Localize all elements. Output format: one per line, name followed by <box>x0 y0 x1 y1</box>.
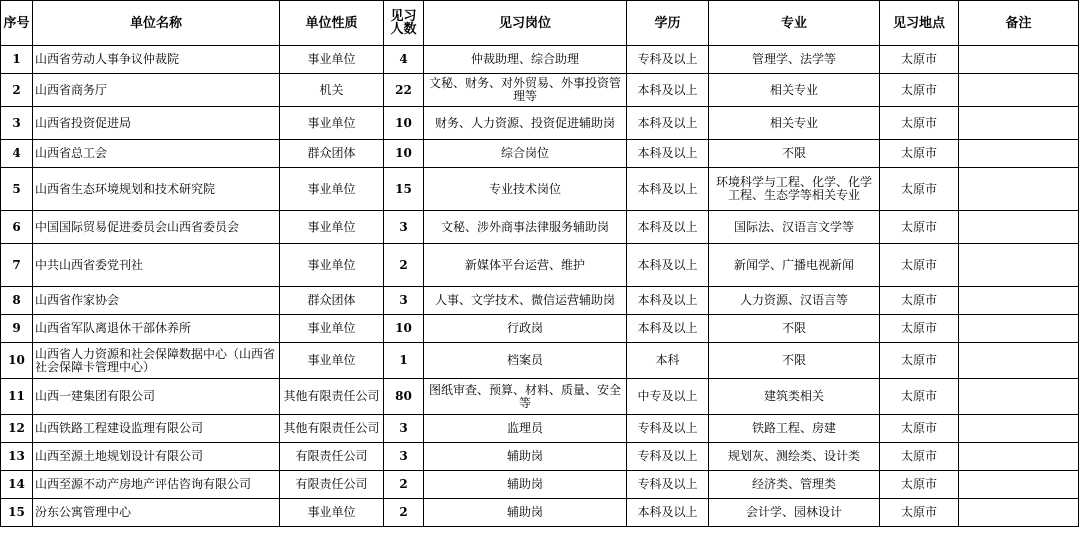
table-row <box>1 415 1079 443</box>
cell-post: 档案员 <box>424 343 627 379</box>
cell-no: 5 <box>1 168 33 211</box>
cell-no: 15 <box>1 499 33 527</box>
cell-major: 规划灰、测绘类、设计类 <box>709 443 880 471</box>
table-row <box>1 443 1079 471</box>
table-row <box>1 471 1079 499</box>
cell-place: 太原市 <box>880 107 959 140</box>
cell-edu: 本科及以上 <box>627 244 709 287</box>
cell-post: 辅助岗 <box>424 443 627 471</box>
cell-place: 太原市 <box>880 46 959 74</box>
cell-note <box>959 74 1079 107</box>
cell-name: 山西省商务厅 <box>33 74 280 107</box>
cell-count: 4 <box>384 46 424 74</box>
cell-post: 监理员 <box>424 415 627 443</box>
cell-type: 有限责任公司 <box>280 443 384 471</box>
cell-no: 10 <box>1 343 33 379</box>
header-type: 单位性质 <box>280 1 384 46</box>
header-no: 序号 <box>1 1 33 46</box>
cell-note <box>959 107 1079 140</box>
cell-edu: 本科及以上 <box>627 140 709 168</box>
cell-major: 相关专业 <box>709 74 880 107</box>
cell-note <box>959 244 1079 287</box>
cell-edu: 本科及以上 <box>627 211 709 244</box>
cell-count: 15 <box>384 168 424 211</box>
cell-place: 太原市 <box>880 343 959 379</box>
cell-note <box>959 46 1079 74</box>
cell-edu: 中专及以上 <box>627 379 709 415</box>
cell-place: 太原市 <box>880 315 959 343</box>
cell-post: 综合岗位 <box>424 140 627 168</box>
cell-note <box>959 168 1079 211</box>
cell-no: 1 <box>1 46 33 74</box>
cell-name: 中共山西省委党刊社 <box>33 244 280 287</box>
cell-type: 群众团体 <box>280 287 384 315</box>
cell-name: 山西省投资促进局 <box>33 107 280 140</box>
cell-post: 仲裁助理、综合助理 <box>424 46 627 74</box>
cell-edu: 专科及以上 <box>627 471 709 499</box>
cell-count: 80 <box>384 379 424 415</box>
cell-type: 其他有限责任公司 <box>280 415 384 443</box>
cell-count: 3 <box>384 443 424 471</box>
header-edu: 学历 <box>627 1 709 46</box>
cell-post: 辅助岗 <box>424 499 627 527</box>
cell-place: 太原市 <box>880 415 959 443</box>
table-row <box>1 499 1079 527</box>
cell-no: 13 <box>1 443 33 471</box>
table-row <box>1 211 1079 244</box>
cell-major: 国际法、汉语言文学等 <box>709 211 880 244</box>
cell-major: 环境科学与工程、化学、化学工程、生态学等相关专业 <box>709 168 880 211</box>
cell-note <box>959 140 1079 168</box>
cell-no: 11 <box>1 379 33 415</box>
cell-post: 辅助岗 <box>424 471 627 499</box>
cell-no: 12 <box>1 415 33 443</box>
cell-count: 2 <box>384 499 424 527</box>
cell-count: 2 <box>384 244 424 287</box>
cell-note <box>959 211 1079 244</box>
cell-type: 机关 <box>280 74 384 107</box>
cell-place: 太原市 <box>880 211 959 244</box>
header-count: 见习人数 <box>384 1 424 46</box>
header-row <box>1 1 1079 46</box>
cell-name: 山西省作家协会 <box>33 287 280 315</box>
cell-place: 太原市 <box>880 140 959 168</box>
cell-type: 事业单位 <box>280 107 384 140</box>
cell-major: 会计学、园林设计 <box>709 499 880 527</box>
cell-place: 太原市 <box>880 471 959 499</box>
cell-edu: 专科及以上 <box>627 415 709 443</box>
cell-name: 山西至源土地规划设计有限公司 <box>33 443 280 471</box>
cell-edu: 本科及以上 <box>627 499 709 527</box>
cell-note <box>959 343 1079 379</box>
table-row <box>1 74 1079 107</box>
cell-edu: 本科及以上 <box>627 287 709 315</box>
cell-name: 山西省军队离退休干部休养所 <box>33 315 280 343</box>
header-name: 单位名称 <box>33 1 280 46</box>
cell-no: 4 <box>1 140 33 168</box>
cell-place: 太原市 <box>880 499 959 527</box>
cell-major: 新闻学、广播电视新闻 <box>709 244 880 287</box>
cell-type: 事业单位 <box>280 315 384 343</box>
table-row <box>1 379 1079 415</box>
cell-major: 相关专业 <box>709 107 880 140</box>
cell-major: 建筑类相关 <box>709 379 880 415</box>
cell-note <box>959 443 1079 471</box>
cell-note <box>959 471 1079 499</box>
cell-edu: 专科及以上 <box>627 46 709 74</box>
cell-count: 3 <box>384 415 424 443</box>
cell-no: 3 <box>1 107 33 140</box>
cell-type: 事业单位 <box>280 46 384 74</box>
cell-count: 2 <box>384 471 424 499</box>
cell-major: 不限 <box>709 315 880 343</box>
cell-note <box>959 499 1079 527</box>
cell-place: 太原市 <box>880 379 959 415</box>
header-note: 备注 <box>959 1 1079 46</box>
cell-name: 山西省生态环境规划和技术研究院 <box>33 168 280 211</box>
cell-note <box>959 379 1079 415</box>
cell-post: 财务、人力资源、投资促进辅助岗 <box>424 107 627 140</box>
cell-post: 文秘、涉外商事法律服务辅助岗 <box>424 211 627 244</box>
cell-post: 行政岗 <box>424 315 627 343</box>
cell-place: 太原市 <box>880 168 959 211</box>
cell-note <box>959 287 1079 315</box>
cell-count: 22 <box>384 74 424 107</box>
cell-name: 山西铁路工程建设监理有限公司 <box>33 415 280 443</box>
cell-major: 管理学、法学等 <box>709 46 880 74</box>
cell-name: 汾东公寓管理中心 <box>33 499 280 527</box>
cell-post: 人事、文学技术、微信运营辅助岗 <box>424 287 627 315</box>
cell-no: 2 <box>1 74 33 107</box>
cell-count: 3 <box>384 211 424 244</box>
cell-count: 10 <box>384 315 424 343</box>
cell-major: 不限 <box>709 140 880 168</box>
header-major: 专业 <box>709 1 880 46</box>
cell-name: 山西省总工会 <box>33 140 280 168</box>
table-row <box>1 140 1079 168</box>
table-row <box>1 244 1079 287</box>
cell-no: 9 <box>1 315 33 343</box>
cell-type: 事业单位 <box>280 499 384 527</box>
cell-post: 图纸审查、预算、材料、质量、安全等 <box>424 379 627 415</box>
cell-edu: 本科及以上 <box>627 74 709 107</box>
cell-no: 6 <box>1 211 33 244</box>
cell-count: 1 <box>384 343 424 379</box>
cell-type: 群众团体 <box>280 140 384 168</box>
cell-type: 事业单位 <box>280 211 384 244</box>
cell-edu: 本科及以上 <box>627 315 709 343</box>
cell-post: 文秘、财务、对外贸易、外事投资管理等 <box>424 74 627 107</box>
cell-type: 事业单位 <box>280 343 384 379</box>
table-row <box>1 46 1079 74</box>
cell-post: 专业技术岗位 <box>424 168 627 211</box>
cell-post: 新媒体平台运营、维护 <box>424 244 627 287</box>
cell-edu: 专科及以上 <box>627 443 709 471</box>
cell-place: 太原市 <box>880 287 959 315</box>
cell-no: 14 <box>1 471 33 499</box>
cell-type: 事业单位 <box>280 168 384 211</box>
cell-count: 10 <box>384 107 424 140</box>
cell-edu: 本科及以上 <box>627 168 709 211</box>
cell-note <box>959 315 1079 343</box>
cell-major: 经济类、管理类 <box>709 471 880 499</box>
cell-no: 8 <box>1 287 33 315</box>
cell-count: 3 <box>384 287 424 315</box>
cell-name: 山西至源不动产房地产评估咨询有限公司 <box>33 471 280 499</box>
cell-place: 太原市 <box>880 443 959 471</box>
table-row <box>1 315 1079 343</box>
cell-place: 太原市 <box>880 74 959 107</box>
cell-edu: 本科及以上 <box>627 107 709 140</box>
header-place: 见习地点 <box>880 1 959 46</box>
cell-type: 事业单位 <box>280 244 384 287</box>
cell-name: 中国国际贸易促进委员会山西省委员会 <box>33 211 280 244</box>
cell-name: 山西省劳动人事争议仲裁院 <box>33 46 280 74</box>
cell-edu: 本科 <box>627 343 709 379</box>
cell-place: 太原市 <box>880 244 959 287</box>
table-row <box>1 107 1079 140</box>
cell-count: 10 <box>384 140 424 168</box>
cell-name: 山西省人力资源和社会保障数据中心（山西省社会保障卡管理中心） <box>33 343 280 379</box>
cell-major: 人力资源、汉语言等 <box>709 287 880 315</box>
cell-name: 山西一建集团有限公司 <box>33 379 280 415</box>
table-row <box>1 343 1079 379</box>
cell-type: 其他有限责任公司 <box>280 379 384 415</box>
header-post: 见习岗位 <box>424 1 627 46</box>
table-row <box>1 287 1079 315</box>
cell-no: 7 <box>1 244 33 287</box>
cell-note <box>959 415 1079 443</box>
cell-major: 不限 <box>709 343 880 379</box>
cell-type: 有限责任公司 <box>280 471 384 499</box>
cell-major: 铁路工程、房建 <box>709 415 880 443</box>
table-row <box>1 168 1079 211</box>
